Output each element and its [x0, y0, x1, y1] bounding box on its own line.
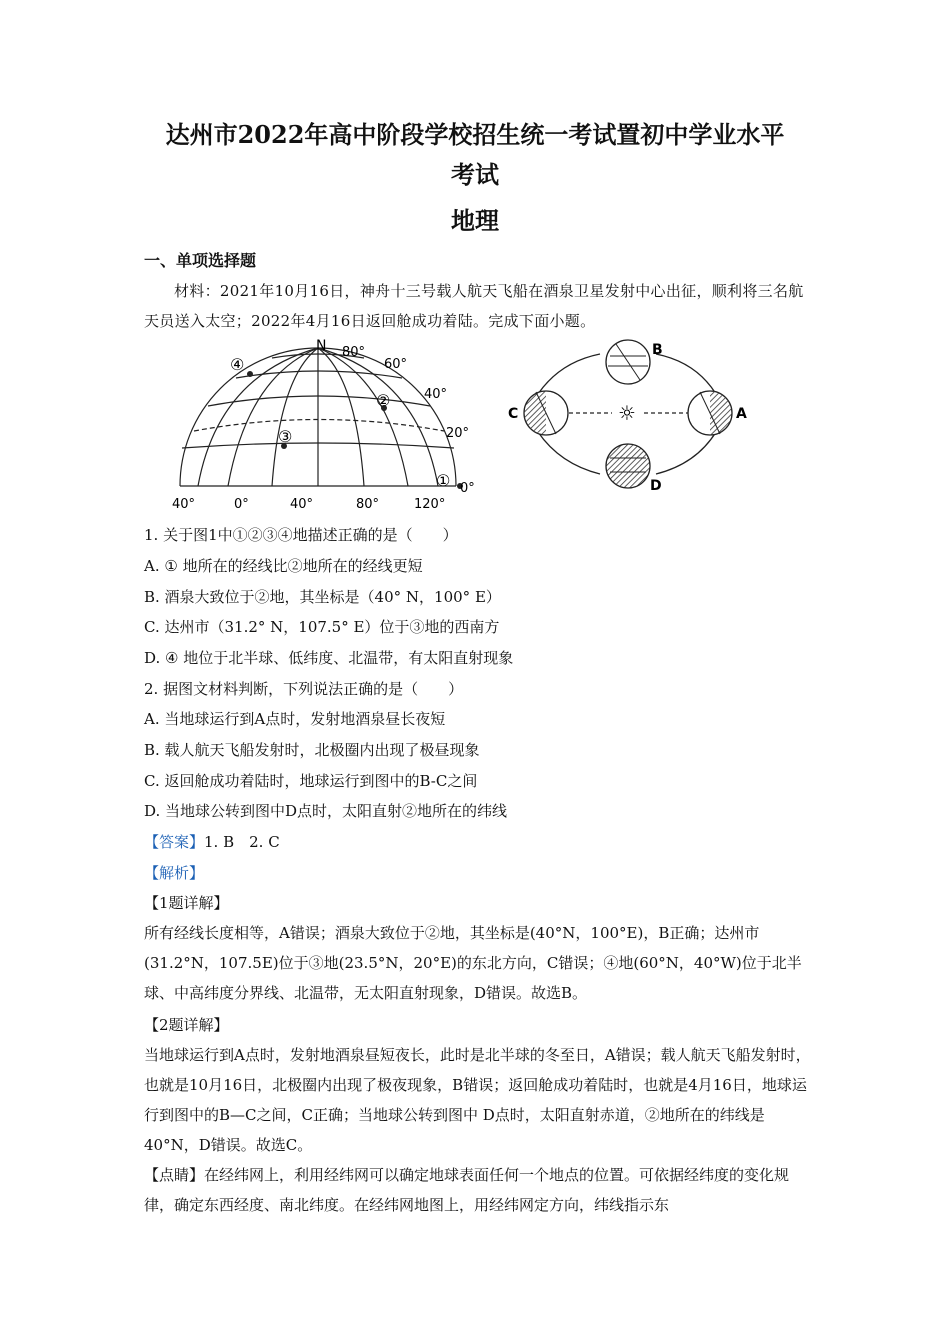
detail-2-tag: 【2题详解】: [144, 1016, 229, 1034]
answer-text: 1. B 2. C: [204, 833, 280, 851]
tip-tag: 【点睛】: [144, 1166, 205, 1184]
question-1-option-c: C. 达州市（31.2° N，107.5° E）位于③地的西南方: [144, 618, 500, 636]
point-2-label: ②: [376, 391, 391, 410]
lon-label-120e: 120°: [414, 497, 446, 512]
answer-line: [144, 831, 280, 852]
question-2-option-a: A. 当地球运行到A点时，发射地酒泉昼长夜短: [144, 710, 446, 728]
point-1-label: ①: [436, 471, 451, 490]
exam-title-line1: 达州市2022年高中阶段学校招生统一考试置初中学业水平: [165, 120, 785, 149]
sun-icon: ☼: [618, 401, 636, 425]
material-paragraph: 材料：2021年10月16日，神舟十三号载人航天飞船在酒泉卫星发射中心出征，顺利将三名航天员送入太空；2022年4月16日返回舱成功着陆。完成下面小题。: [144, 282, 804, 330]
lat-label-0: 0°: [460, 481, 475, 496]
section-heading: 一、单项选择题: [144, 251, 257, 270]
earth-d: [606, 444, 650, 488]
tip-text: 在经纬网上，利用经纬网可以确定地球表面任何一个地点的位置。可依据经纬度的变化规律，确定东西经度、南北纬度。在经纬网地图上，用经纬网定方向，纬线指示东: [144, 1166, 790, 1214]
question-1-option-a: A. ① 地所在的经线比②地所在的经线更短: [144, 557, 423, 575]
earth-b: [606, 340, 650, 384]
question-1-option-b: B. 酒泉大致位于②地，其坐标是（40° N，100° E）: [144, 588, 501, 606]
orbit-figure: [500, 334, 756, 494]
lat-label-80: 80°: [342, 345, 366, 360]
tip-paragraph: [144, 1160, 812, 1220]
lon-label-40w: 40°: [172, 497, 196, 512]
question-1-stem: 1. 关于图1中①②③④地描述正确的是（ ）: [144, 526, 458, 544]
point-4-label: ④: [230, 355, 245, 374]
point-4-dot: [247, 371, 253, 377]
analysis-tag: 【解析】: [144, 864, 205, 882]
earth-a: [688, 391, 732, 435]
position-d-label: D: [650, 478, 662, 494]
graticule-figure: [168, 336, 480, 514]
question-2-option-c: C. 返回舱成功着陆时，地球运行到图中的B-C之间: [144, 772, 478, 790]
lat-label-20: 20°: [446, 426, 470, 441]
position-a-label: A: [736, 406, 747, 422]
question-1-option-d: D. ④ 地位于北半球、低纬度、北温带，有太阳直射现象: [144, 649, 514, 667]
subject-title: 地理: [451, 206, 499, 235]
lat-label-60: 60°: [384, 357, 408, 372]
point-3-label: ③: [278, 427, 293, 446]
lon-label-0: 0°: [234, 497, 249, 512]
question-2-option-b: B. 载人航天飞船发射时，北极圈内出现了极昼现象: [144, 741, 480, 759]
detail-2-text: 当地球运行到A点时，发射地酒泉昼短夜长，此时是北半球的冬至日，A错误；载人航天飞船发射时，也就是10月16日，北极圈内出现了极夜现象，B错误；返回舱成功着陆时，也就是4月16日，地球运行到图中的B—C之间，C正确；当地球公转到图中 D点时，太阳直射赤道，②地所在的纬线是40°N，D错误。故选C。: [144, 1046, 811, 1154]
lat-label-40: 40°: [424, 387, 448, 402]
detail-1-text: 所有经线长度相等，A错误；酒泉大致位于②地，其坐标是(40°N，100°E)，B正确；达州市(31.2°N，107.5E)位于③地(23.5°N，20°E)的东北方向，C错误；④地(60°N，40°W)位于北半球、中高纬度分界线、北温带，无太阳直射现象，D错误。故选B。: [144, 924, 802, 1002]
position-b-label: B: [652, 342, 663, 358]
detail-1-tag: 【1题详解】: [144, 894, 229, 912]
question-2-option-d: D. 当地球公转到图中D点时，太阳直射②地所在的纬线: [144, 802, 508, 820]
position-c-label: C: [508, 406, 519, 422]
lon-label-40e: 40°: [290, 497, 314, 512]
answer-tag: 【答案】: [144, 833, 205, 851]
lon-label-80e: 80°: [356, 497, 380, 512]
earth-c: [524, 391, 568, 435]
pole-label: N: [316, 338, 327, 354]
exam-title-line2: 考试: [451, 160, 499, 189]
question-2-stem: 2. 据图文材料判断，下列说法正确的是（ ）: [144, 680, 464, 698]
